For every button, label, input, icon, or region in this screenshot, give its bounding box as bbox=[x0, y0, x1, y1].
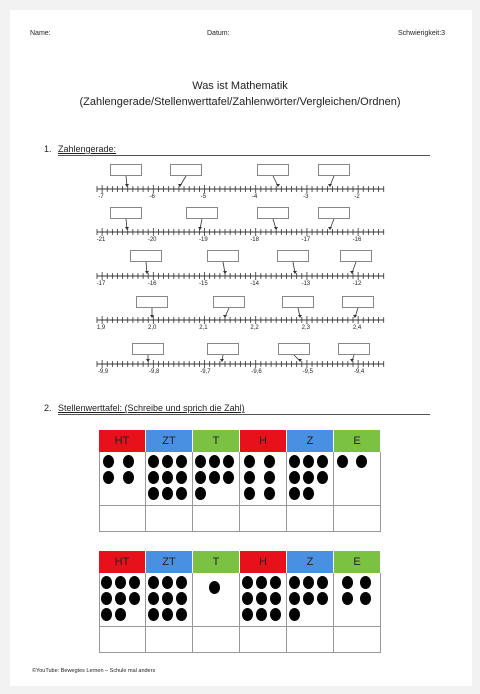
place-value-header-ht: HT bbox=[99, 430, 146, 452]
number-line-label: -16 bbox=[147, 281, 157, 287]
footer-credit: ©YouTube: Bewegtes Lernen – Schule mal anders bbox=[32, 668, 156, 674]
counter-dot bbox=[103, 471, 114, 484]
number-line-label: -9,6 bbox=[251, 369, 262, 375]
arrow-head bbox=[328, 227, 332, 230]
number-line-label: -15 bbox=[199, 281, 208, 287]
answer-cell[interactable] bbox=[240, 627, 287, 653]
counter-dot bbox=[223, 455, 234, 468]
counter-dot bbox=[264, 471, 275, 484]
counter-dot bbox=[303, 576, 314, 589]
number-line-label: -17 bbox=[96, 281, 106, 287]
counter-dot bbox=[148, 487, 159, 500]
answer-box[interactable] bbox=[342, 296, 374, 308]
counter-dot bbox=[242, 576, 253, 589]
answer-box[interactable] bbox=[110, 207, 142, 219]
answer-box[interactable] bbox=[130, 250, 162, 262]
counter-dot bbox=[289, 455, 300, 468]
difficulty-label: Schwierigkeit:3 bbox=[398, 30, 446, 37]
counter-dot bbox=[270, 592, 281, 605]
answer-box[interactable] bbox=[257, 207, 289, 219]
number-line-label: -9,9 bbox=[97, 369, 109, 375]
counter-dot bbox=[289, 608, 300, 621]
number-line-label: -17 bbox=[301, 237, 311, 243]
counter-dot bbox=[303, 487, 314, 500]
counter-dot bbox=[289, 487, 300, 500]
counter-dot bbox=[337, 455, 348, 468]
counter-dot bbox=[209, 471, 220, 484]
counter-dot bbox=[129, 576, 140, 589]
answer-box[interactable] bbox=[278, 343, 310, 355]
section-1-number: 1. bbox=[44, 144, 52, 154]
counter-dot bbox=[148, 455, 159, 468]
counter-dot bbox=[256, 576, 267, 589]
counter-dot bbox=[209, 455, 220, 468]
arrow-head bbox=[125, 227, 129, 230]
counter-dot bbox=[123, 471, 134, 484]
answer-cell[interactable] bbox=[193, 627, 240, 653]
place-value-header-ht: HT bbox=[99, 551, 146, 573]
answer-cell[interactable] bbox=[287, 627, 334, 653]
number-line-label: -3 bbox=[303, 194, 309, 200]
section-1-title: Zahlengerade: bbox=[58, 144, 117, 154]
number-line-label: -4 bbox=[251, 194, 258, 200]
counter-dot bbox=[148, 576, 159, 589]
answer-cell[interactable] bbox=[193, 506, 240, 532]
counter-dot bbox=[317, 576, 328, 589]
arrow-head bbox=[353, 315, 357, 318]
counter-dot bbox=[289, 471, 300, 484]
answer-cell[interactable] bbox=[240, 506, 287, 532]
counter-dot bbox=[242, 608, 253, 621]
arrow-head bbox=[125, 184, 129, 187]
counter-dot bbox=[209, 581, 220, 594]
answer-box[interactable] bbox=[207, 250, 239, 262]
counter-dot bbox=[317, 592, 328, 605]
answer-box[interactable] bbox=[340, 250, 372, 262]
number-line-label: -21 bbox=[96, 237, 106, 243]
number-line-label: -5 bbox=[200, 194, 207, 200]
place-value-header-z: Z bbox=[287, 551, 334, 573]
answer-box[interactable] bbox=[136, 296, 168, 308]
counter-dot bbox=[129, 592, 140, 605]
answer-cell[interactable] bbox=[334, 506, 381, 532]
number-line-label: 2,3 bbox=[301, 325, 310, 331]
counter-dot bbox=[195, 471, 206, 484]
counter-dot bbox=[195, 455, 206, 468]
counter-dot bbox=[270, 576, 281, 589]
section-2-title: Stellenwerttafel: (Schreibe und sprich die Zahl) bbox=[58, 403, 245, 413]
counter-dot bbox=[115, 576, 126, 589]
number-line-label: -14 bbox=[250, 281, 259, 287]
answer-box[interactable] bbox=[277, 250, 309, 262]
arrow-head bbox=[328, 184, 332, 187]
counter-dot bbox=[101, 592, 112, 605]
counter-dot bbox=[256, 592, 267, 605]
counter-dot bbox=[176, 576, 187, 589]
counter-dot bbox=[115, 608, 126, 621]
page-title: Was ist Mathematik bbox=[192, 80, 288, 92]
number-line-label: 1,9 bbox=[96, 325, 106, 331]
place-value-header-t: T bbox=[193, 430, 240, 452]
counter-dot bbox=[270, 608, 281, 621]
counter-dot bbox=[176, 455, 187, 468]
counter-dot bbox=[195, 487, 206, 500]
counter-dot bbox=[360, 576, 371, 589]
arrow-head bbox=[220, 359, 224, 362]
answer-cell[interactable] bbox=[99, 506, 146, 532]
counter-dot bbox=[162, 608, 173, 621]
answer-box[interactable] bbox=[170, 164, 202, 176]
counter-dot bbox=[162, 471, 173, 484]
counter-dot bbox=[303, 455, 314, 468]
counter-dot bbox=[289, 576, 300, 589]
counter-dot bbox=[162, 592, 173, 605]
number-line-label: 2,2 bbox=[250, 325, 259, 331]
counter-dot bbox=[244, 487, 255, 500]
number-line-label: -20 bbox=[147, 237, 157, 243]
number-line-label: -18 bbox=[250, 237, 259, 243]
counter-dot bbox=[223, 471, 234, 484]
answer-box[interactable] bbox=[110, 164, 142, 176]
counter-dot bbox=[176, 592, 187, 605]
section-2-number: 2. bbox=[44, 403, 52, 413]
section-2-rule bbox=[58, 414, 430, 415]
counter-dot bbox=[317, 471, 328, 484]
counter-dot bbox=[264, 455, 275, 468]
counter-dot bbox=[162, 455, 173, 468]
counter-dot bbox=[176, 471, 187, 484]
answer-box[interactable] bbox=[318, 164, 350, 176]
place-value-header-t: T bbox=[193, 551, 240, 573]
section-2-heading bbox=[44, 403, 245, 413]
answer-cell[interactable] bbox=[99, 627, 146, 653]
page-subtitle: (Zahlengerade/Stellenwerttafel/Zahlenwörter/Vergleichen/Ordnen) bbox=[79, 96, 401, 108]
answer-cell[interactable] bbox=[146, 627, 193, 653]
counter-dot bbox=[256, 608, 267, 621]
counter-dot bbox=[244, 455, 255, 468]
number-line-label: -6 bbox=[149, 194, 155, 200]
number-line-label: 2,0 bbox=[148, 325, 157, 331]
counter-dot bbox=[148, 592, 159, 605]
place-value-header-z: Z bbox=[287, 430, 334, 452]
number-line-label: 2,4 bbox=[352, 325, 362, 331]
number-line-label: -16 bbox=[352, 237, 362, 243]
counter-dot bbox=[342, 576, 353, 589]
answer-box[interactable] bbox=[213, 296, 245, 308]
counter-dot bbox=[101, 576, 112, 589]
arrow-head bbox=[223, 315, 227, 318]
counter-dot bbox=[264, 487, 275, 500]
answer-box[interactable] bbox=[186, 207, 218, 219]
place-value-header-zt: ZT bbox=[146, 430, 193, 452]
arrow-head bbox=[274, 227, 278, 230]
place-value-header-e: E bbox=[334, 430, 381, 452]
arrow-head bbox=[146, 359, 150, 362]
name-label: Name: bbox=[30, 30, 51, 37]
counter-dot bbox=[176, 608, 187, 621]
answer-cell[interactable] bbox=[287, 506, 334, 532]
counter-dot bbox=[289, 592, 300, 605]
number-line-label: -9,4 bbox=[353, 369, 365, 375]
counter-dot bbox=[103, 455, 114, 468]
counter-dot bbox=[360, 592, 371, 605]
number-line-label: -12 bbox=[352, 281, 362, 287]
counter-dot bbox=[148, 471, 159, 484]
counter-dot bbox=[162, 487, 173, 500]
counter-dot bbox=[342, 592, 353, 605]
number-line-label: -2 bbox=[354, 194, 360, 200]
counter-dot bbox=[244, 471, 255, 484]
counter-dot bbox=[101, 608, 112, 621]
counter-dot bbox=[242, 592, 253, 605]
answer-box[interactable] bbox=[257, 164, 289, 176]
counter-dot bbox=[115, 592, 126, 605]
answer-box[interactable] bbox=[132, 343, 164, 355]
counter-dot bbox=[123, 455, 134, 468]
place-value-header-e: E bbox=[334, 551, 381, 573]
date-label: Datum: bbox=[207, 30, 230, 37]
answer-box[interactable] bbox=[282, 296, 314, 308]
answer-box[interactable] bbox=[338, 343, 370, 355]
answer-box[interactable] bbox=[318, 207, 350, 219]
counter-dot bbox=[356, 455, 367, 468]
number-line-label: -7 bbox=[98, 194, 104, 200]
number-line-label: 2,1 bbox=[199, 325, 208, 331]
counter-dot bbox=[317, 455, 328, 468]
place-value-header-h: H bbox=[240, 430, 287, 452]
counter-dot bbox=[303, 471, 314, 484]
arrow-head bbox=[198, 227, 202, 230]
answer-cell[interactable] bbox=[334, 627, 381, 653]
number-line-label: -19 bbox=[199, 237, 208, 243]
counter-dot bbox=[148, 608, 159, 621]
counter-dot bbox=[303, 592, 314, 605]
counter-dot bbox=[176, 487, 187, 500]
number-line-label: -9,7 bbox=[200, 369, 211, 375]
place-value-header-zt: ZT bbox=[146, 551, 193, 573]
answer-cell[interactable] bbox=[146, 506, 193, 532]
number-line-label: -9,5 bbox=[302, 369, 313, 375]
number-line-label: -9,8 bbox=[149, 369, 160, 375]
counter-dot bbox=[162, 576, 173, 589]
answer-box[interactable] bbox=[207, 343, 239, 355]
arrow-head bbox=[223, 271, 227, 274]
number-line-label: -13 bbox=[301, 281, 311, 287]
place-value-header-h: H bbox=[240, 551, 287, 573]
